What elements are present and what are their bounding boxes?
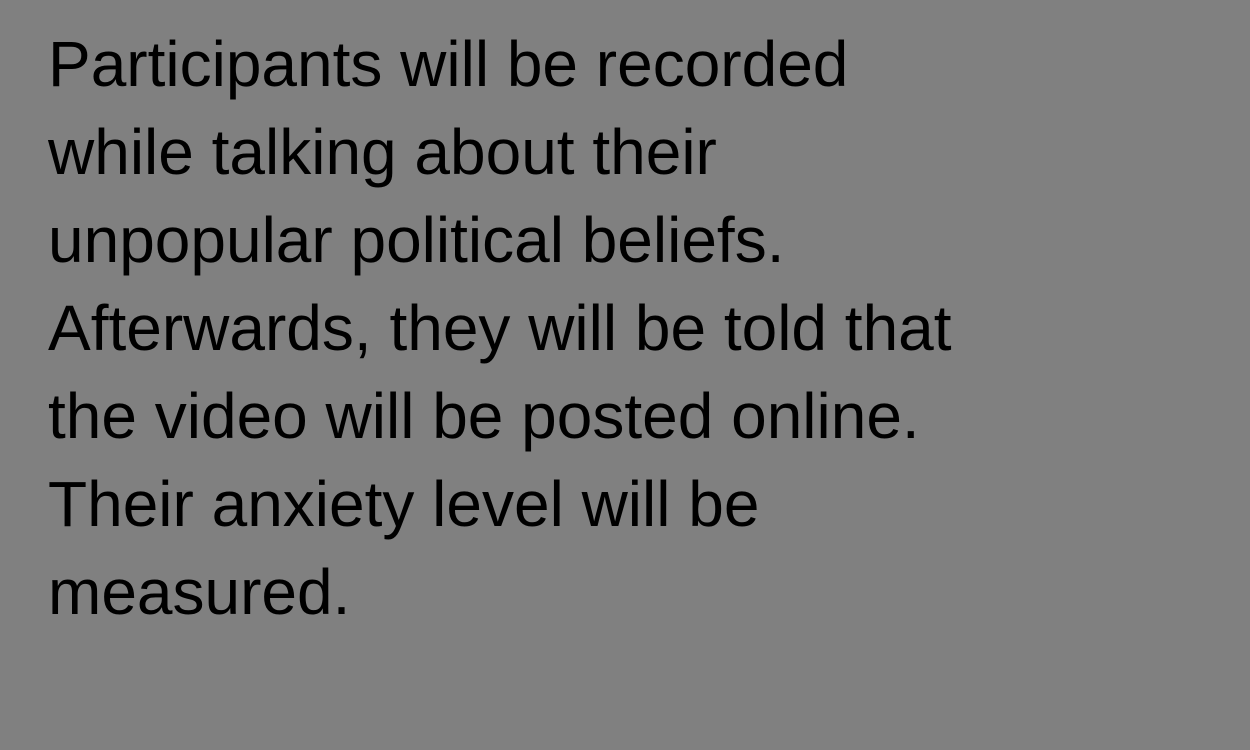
stimulus-line-7: measured. [48, 556, 351, 628]
stimulus-text [48, 20, 1228, 636]
stimulus-line-2: while talking about their [48, 116, 717, 188]
stimulus-line-1: Participants will be recorded [48, 28, 849, 100]
stimulus-line-4: Afterwards, they will be told that [48, 292, 952, 364]
stimulus-line-6: Their anxiety level will be [48, 468, 760, 540]
stimulus-line-3: unpopular political beliefs. [48, 204, 785, 276]
stimulus-line-5: the video will be posted online. [48, 380, 920, 452]
